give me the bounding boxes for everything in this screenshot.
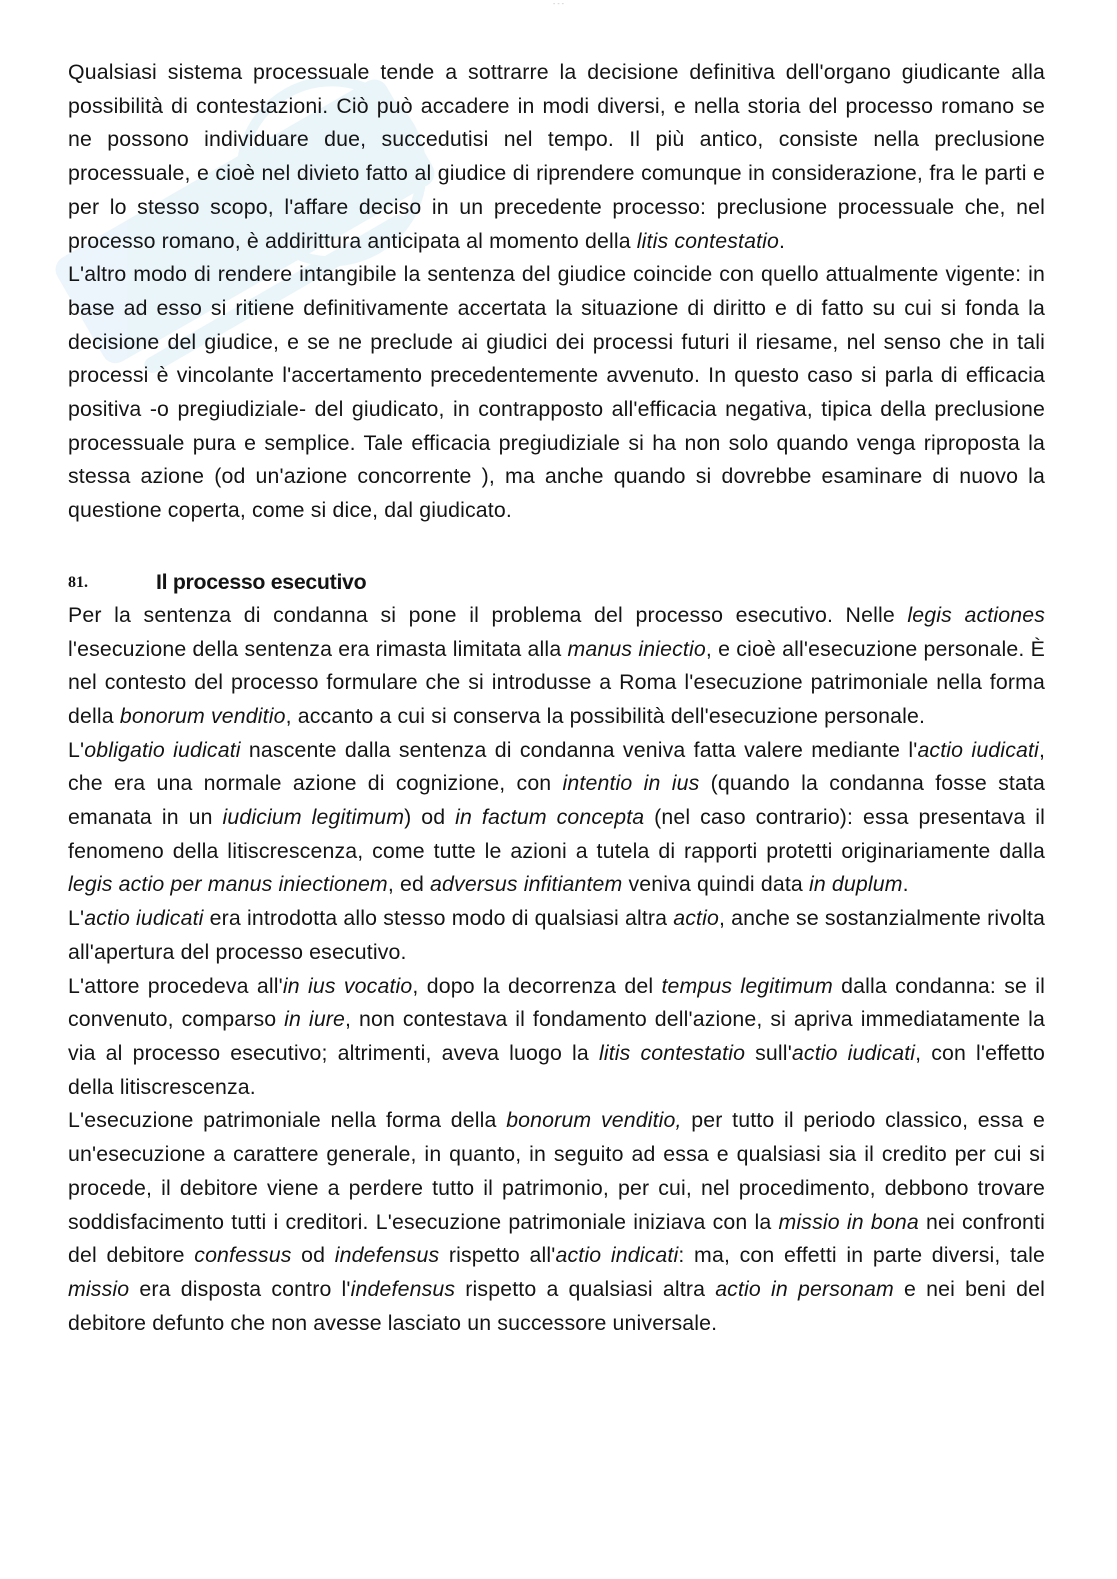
- paragraph: [68, 970, 1045, 1105]
- text-run: ) od: [404, 805, 456, 830]
- text-run: Qualsiasi sistema processuale tende a sottrarre la decisione definitiva dell'organo giudicante alla possibilità di contestazioni. Ciò può accadere in modi diversi, e nella storia del processo romano se ne possono individuare due, succedutisi nel tempo. Il più antico, consiste nella preclusione processuale, e cioè nel divieto fatto al giudice di riprendere comunque in considerazione, fra le parti e per lo stesso scopo, l'affare deciso in un precedente processo: preclusione processuale che, nel processo romano, è addirittura anticipata al momento della: [68, 60, 1045, 253]
- text-run: l'esecuzione della sentenza era rimasta limitata alla: [68, 636, 568, 661]
- text-run: rispetto all': [439, 1243, 556, 1268]
- paragraph: [68, 902, 1045, 969]
- italic-term: actio: [673, 906, 719, 931]
- italic-term: confessus: [194, 1243, 292, 1268]
- section-number: 81.: [68, 573, 88, 591]
- paragraph: [68, 599, 1045, 734]
- italic-term: obligatio iudicati: [84, 737, 241, 762]
- text-run: , accanto a cui si conserva la possibilità dell'esecuzione personale.: [285, 703, 926, 728]
- text-run: Per la sentenza di condanna si pone il problema del processo esecutivo. Nelle: [68, 602, 908, 627]
- text-run: nascente dalla sentenza di condanna veniva fatta valere mediante l': [240, 737, 918, 762]
- text-run: nei confronti del debitore: [68, 1209, 1046, 1268]
- text-run: veniva quindi data: [622, 872, 809, 897]
- text-run: , con l'effetto della litiscrescenza.: [68, 1040, 1046, 1099]
- text-run: .: [779, 228, 786, 253]
- text-run: od: [291, 1243, 335, 1268]
- paragraph: [68, 734, 1045, 903]
- italic-term: bonorum venditio: [119, 703, 286, 728]
- text-run: L'attore procedeva all': [68, 973, 283, 998]
- italic-term: actio iudicati: [84, 906, 204, 931]
- text-run: era introdotta allo stesso modo di qualsiasi altra: [203, 906, 674, 931]
- text-run: L'esecuzione patrimoniale nella forma della: [68, 1108, 507, 1133]
- italic-term: actio iudicati: [791, 1040, 916, 1065]
- page-header-mark: - - -: [553, 1, 564, 8]
- italic-term: litis contestatio: [636, 228, 780, 253]
- paragraph: [68, 56, 1045, 258]
- italic-term: missio: [68, 1276, 130, 1301]
- section-heading: [68, 565, 1045, 599]
- italic-term: in iure: [284, 1007, 346, 1032]
- italic-term: intentio in ius: [562, 771, 700, 796]
- italic-term: indefensus: [334, 1243, 440, 1268]
- italic-term: adversus infitiantem: [430, 872, 623, 897]
- section-title: Il processo esecutivo: [156, 569, 367, 594]
- text-run: L'altro modo di rendere intangibile la sentenza del giudice coincide con quello attualmente vigente: in base ad esso si ritiene definitivamente accertata la situazione di diritto e di fatto su cui si fonda la decisione del giudice, e se ne preclude ai giudici dei processi futuri il riesame, nel senso che in tali processi è vincolante l'accertamento precedentemente avvenuto. In questo caso si parla di efficacia positiva -o pregiudiziale- del giudicato, in contrapposto all'efficacia negativa, tipica della preclusione processuale pura e semplice. Tale efficacia pregiudiziale si ha non solo quando venga riproposta la stessa azione (od un'azione concorrente ), ma anche quando si dovrebbe esaminare di nuovo la questione coperta, come si dice, dal giudicato.: [68, 262, 1045, 523]
- italic-term: legis actio per manus iniectionem: [68, 872, 388, 897]
- italic-term: iudicium legitimum: [222, 805, 405, 830]
- text-run: , ed: [387, 872, 431, 897]
- italic-term: bonorum venditio,: [506, 1108, 682, 1133]
- italic-term: manus iniectio: [567, 636, 706, 661]
- italic-term: tempus legitimum: [661, 973, 833, 998]
- text-run: (nel caso contrario): essa presentava il fenomeno della litiscrescenza, come tutte le azioni a tutela di rapporti protetti originariamente dalla: [68, 805, 1045, 863]
- text-run: rispetto a qualsiasi altra: [455, 1276, 716, 1301]
- italic-term: actio in personam: [715, 1276, 894, 1301]
- italic-term: in ius vocatio: [282, 973, 413, 998]
- text-run: dalla condanna: se il convenuto, comparso: [68, 973, 1046, 1032]
- text-run: era disposta contro l': [129, 1276, 351, 1301]
- italic-term: missio in bona: [778, 1209, 919, 1234]
- italic-term: in duplum: [808, 872, 903, 897]
- paragraph: [68, 258, 1045, 528]
- text-run: e nei beni del debitore defunto che non avesse lasciato un successore universale.: [68, 1276, 1045, 1335]
- text-run: per tutto il periodo classico, essa e un'esecuzione a carattere generale, in quanto, in seguito ad essa e qualsiasi sia il credito per cui si procede, il debitore viene a perdere tutto il patrimonio, per cui, nel procedimento, debbono trovare soddisfacimento tutti i creditori. L'esecuzione patrimoniale iniziava con la: [68, 1108, 1046, 1234]
- text-run: , non contestava il fondamento dell'azione, si apriva immediatamente la via al processo esecutivo; altrimenti, aveva luogo la: [68, 1007, 1045, 1065]
- text-run: L': [68, 906, 85, 931]
- text-run: , dopo la decorrenza del: [412, 973, 662, 998]
- text-run: .: [902, 872, 909, 897]
- intro-section: [68, 56, 1045, 528]
- text-run: (quando la condanna fosse stata emanata in un: [68, 771, 1045, 830]
- text-run: , anche se sostanzialmente rivolta all'apertura del processo esecutivo.: [68, 906, 1046, 964]
- italic-term: actio iudicati: [917, 737, 1039, 762]
- italic-term: actio indicati: [555, 1243, 679, 1268]
- section-body: [68, 599, 1045, 1340]
- italic-term: litis contestatio: [598, 1040, 746, 1065]
- italic-term: in factum concepta: [455, 805, 645, 830]
- text-run: , e cioè all'esecuzione personale. È nel contesto del processo formulare che si introdusse a Roma l'esecuzione patrimoniale nella forma della: [68, 636, 1046, 728]
- text-run: sull': [745, 1040, 792, 1065]
- italic-term: indefensus: [350, 1276, 456, 1301]
- text-run: : ma, con effetti in parte diversi, tale: [678, 1243, 1046, 1268]
- italic-term: legis actiones: [907, 602, 1046, 627]
- text-run: L': [68, 737, 85, 762]
- paragraph: [68, 1104, 1045, 1340]
- document-body: [68, 56, 1045, 1340]
- text-run: , che era una normale azione di cognizione, con: [68, 737, 1046, 796]
